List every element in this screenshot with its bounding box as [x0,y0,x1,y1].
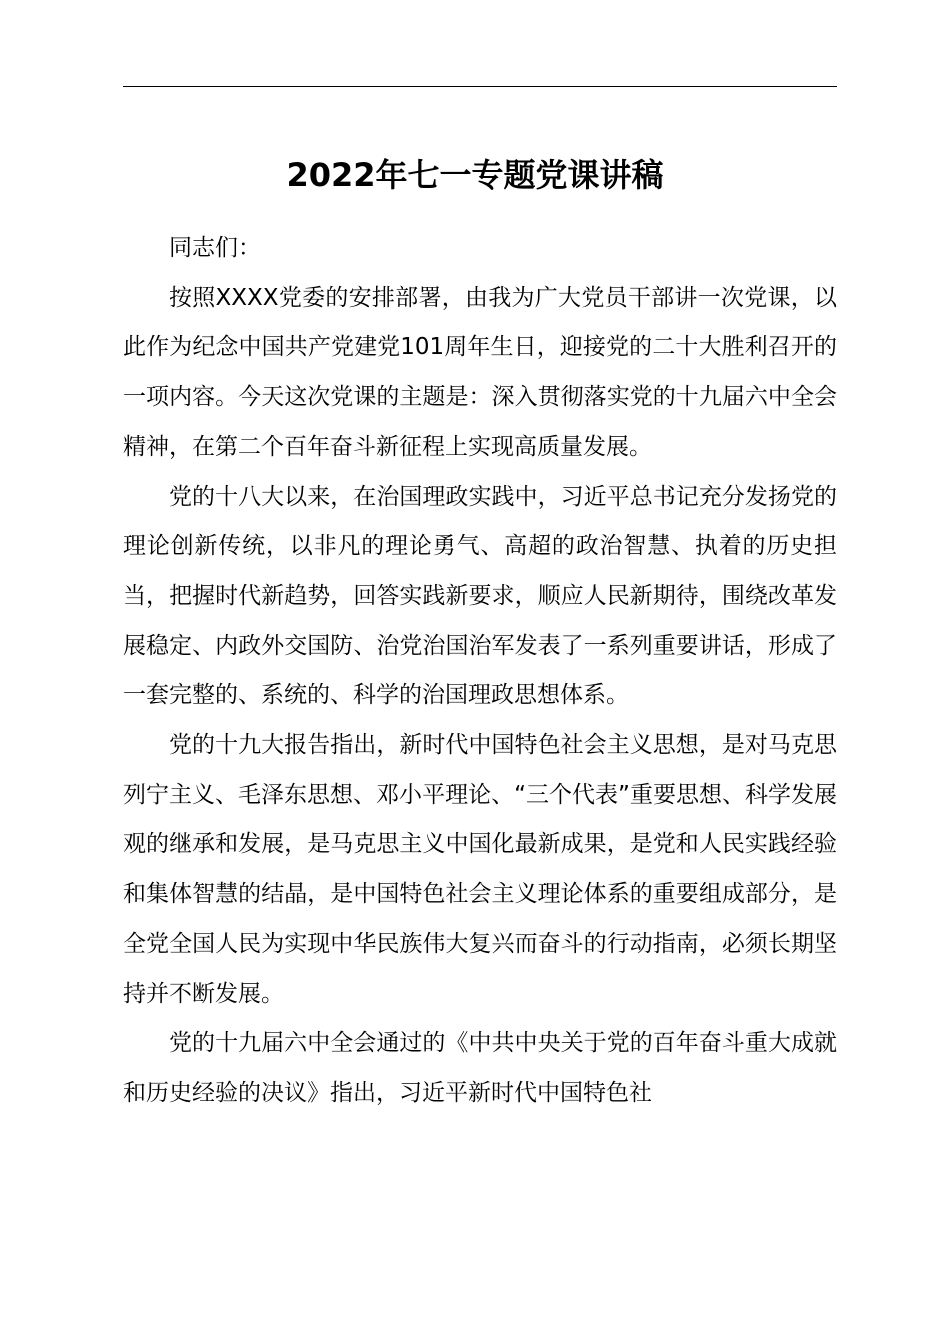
paragraph: 按照XXXX党委的安排部署，由我为广大党员干部讲一次党课，以此作为纪念中国共产党建党101周年生日，迎接党的二十大胜利召开的一项内容。今天这次党课的主题是：深入贯彻落实党的十九届六中全会精神，在第二个百年奋斗新征程上实现高质量发展。 [123,284,837,460]
paragraph: 党的十八大以来，在治国理政实践中，习近平总书记充分发扬党的理论创新传统，以非凡的理论勇气、高超的政治智慧、执着的历史担当，把握时代新趋势，回答实践新要求，顺应人民新期待，围绕改革发展稳定、内政外交国防、治党治国治军发表了一系列重要讲话，形成了一套完整的、系统的、科学的治国理政思想体系。 [123,483,837,709]
paragraph: 党的十九大报告指出，新时代中国特色社会主义思想，是对马克思列宁主义、毛泽东思想、邓小平理论、“三个代表”重要思想、科学发展观的继承和发展，是马克思主义中国化最新成果，是党和人民实践经验和集体智慧的结晶，是中国特色社会主义理论体系的重要组成部分，是全党全国人民为实现中华民族伟大复兴而奋斗的行动指南，必须长期坚持并不断发展。 [123,732,837,1007]
header-rule [123,86,837,87]
document-body [123,224,837,1119]
document-title: 2022年七一专题党课讲稿 [286,156,664,194]
greeting: 同志们： [169,235,261,261]
paragraph: 党的十九届六中全会通过的《中共中央关于党的百年奋斗重大成就和历史经验的决议》指出，习近平新时代中国特色社 [123,1030,837,1106]
